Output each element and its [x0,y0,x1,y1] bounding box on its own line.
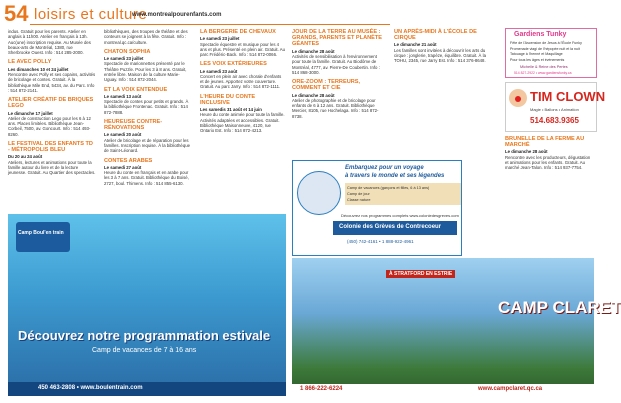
ad-subhead: Camp de vacances de 7 à 16 ans [92,347,197,354]
ad-phone: 514.683.9365 [530,116,579,125]
article-text: Spectacle de contes pour petits et grands. À la bibliothèque Frontenac. Gratuit. Info : 514 872-7888. [104,99,189,115]
page-header [0,0,600,26]
article-title: JOUR DE LA TERRE AU MUSÉE : GRANDS, PARENTS ET PLANÈTE GÉANTES [292,29,383,48]
article-block [505,136,593,171]
article-block [104,29,192,45]
section-title: loisirs et culture [34,6,148,23]
article-title: L'HEURE DU CONTE INCLUSIVE [200,93,256,106]
article-text: Spectacle de marionnettes présenté par le Théâtre Puzzle. Pour les 3 à 8 ans. Gratuit, entrée libre. Maison de la culture Marie-Uguay. Info : 514 872-2044. [104,61,187,83]
ad-item: Pour tous les âges et événements [510,57,565,62]
article-column-3 [200,29,286,235]
article-block [394,29,498,64]
ad-item: Classe nature [347,198,371,202]
article-block [8,97,96,137]
ad-headline: Découvrez notre programmation estivale [18,328,271,343]
article-date: Le samedi 23 août [200,68,238,74]
article-date: Le samedi 23 juillet [104,56,144,62]
article-block [104,119,192,154]
ad-subtitle: À STRATFORD EN ESTRIE [386,270,455,278]
ad-tagline: Magie • Ballons • Animation [530,107,579,112]
ad-phone: 1 866-222-6224 [300,386,343,392]
ad-logo [297,171,341,215]
article-date: Du 20 au 24 août [8,154,43,160]
article-date: Le dimanche 28 août [292,48,335,54]
article-block [104,158,192,186]
ad-title: Gardiens Tunky [514,31,567,38]
article-title: LES VOIX EXTÉRIEURES [200,61,267,68]
article-text: Ateliers, lectures et animations pour toute la famille autour du livre et de la lecture jeunesse. Gratuit. Au Quartier des spectacles. [8,159,96,176]
ad-site: www.campclaret.qc.ca [478,386,543,392]
article-column-4 [292,29,384,179]
site-url: www.montrealpourenfants.com [132,12,222,18]
article-text: bibliothèques, des troupes de théâtre et des conteurs se joignent à la fête. Gratuit. Info : montreal.qc.ca/culture. [104,29,188,45]
article-title: HEUREUSE CONTRE-RÉNOVATIONS [104,118,163,132]
ad-headline: Embarquez pour un voyage [345,165,424,171]
article-title: ET LA VOIX ENTENDUE [104,86,168,93]
clown-icon [509,89,527,107]
article-title: LA BERGERIE DE CHEVAUX [200,29,276,35]
article-title: UN APRÈS-MIDI À L'ÉCOLE DE CIRQUE [394,29,477,42]
clown-nose-icon [515,96,521,102]
article-date: Le dimanche 28 août [505,149,548,155]
article-title: ORE-ZOOM : TERREURS, COMMENT ET CIE [292,79,361,92]
header-rule [30,24,390,25]
article-text: Activités de sensibilisation à l'environnement pour toute la famille. Gratuit. Au Biodôme de Montréal, 4777, av. Pierre-De Coubertin. Info : 514 868-3000. [292,53,380,75]
article-block [292,29,384,75]
article-column-2 [104,29,192,235]
article-column-5-top [394,29,498,109]
ad-phone: 514 827-2922 • www.gardiensfunky.ca [514,71,572,75]
article-text: Les familles sont invitées à découvrir les arts du cirque : jonglerie, trapèze, équilibre. Gratuit. À la TOHU, 2345, rue Jarry Est. Info : 514 376-8648. [394,47,486,64]
ad-phone: 450 463-2808 • www.boulentrain.com [38,385,143,391]
article-date: Le samedi 27 août [104,164,142,170]
article-block [292,79,384,119]
article-column-5 [505,136,593,206]
ad-colonie-greves[interactable] [292,160,462,256]
article-block [104,87,192,115]
article-block [200,61,286,89]
article-title: CONTES ARABES [104,157,153,164]
article-text: indus. Gratuit pour les parents. Atelier en anglais à 11h00. Atelier en français à 13h. Auc(une) inscription requise. Au Musée des beaux-arts de Montréal, 1380, rue Sherbrooke Ouest. Info : 514 285-2000. [8,29,91,56]
ad-brand: CAMP CLARET [498,298,621,317]
ad-bullets [345,183,461,205]
article-title: CHATON SOPHIA [104,48,151,55]
article-date: Le samedi 20 août [104,132,142,138]
article-date: Les dimanches 10 et 24 juillet [8,66,69,72]
article-text: Atelier de bricolage et de réparation pour les familles. Inscription requise. À la bibliothèque de Saint-Léonard. [104,137,190,154]
article-block [104,49,192,83]
article-text: Rencontre avec Polly et ses copains, activités de bricolage et contes. Gratuit. À la bibliothèque Mile End, 5434, av. du Parc. Info : 514 872-2141. [8,71,96,93]
ad-tim-clown[interactable] [505,82,606,132]
ad-subheadline: à travers le monde et ses légendes [345,173,445,179]
article-column-1 [8,29,96,235]
article-block [8,59,96,93]
ad-item: Tatouage à l'henné et Maquillage [510,52,563,56]
ad-items [510,41,594,63]
ad-site: Découvrez nos programmes complets www.coloniedesgreves.com [341,213,459,218]
ad-boulentrain[interactable] [8,214,286,396]
ad-item: Camp de vacances (garçons et filles, 6 à 13 ans) [347,186,430,190]
ad-brand: TIM CLOWN [530,89,606,104]
article-title: LE FESTIVAL DES ENFANTS TD - MÉTROPOLIS BLEU [8,141,93,154]
ad-gardiens-funky[interactable] [505,28,597,78]
ad-camp-claret[interactable] [292,258,621,396]
ad-photo-bg [292,258,594,396]
ad-item: Camp de jour [347,192,370,196]
article-title: ATELIER CRÉATIF DE BRIQUES LEGO [8,97,94,110]
article-text: Heure du conte animée pour toute la famille. Activités adaptées et accessibles. Gratuit. Bibliothèque Maisonneuve, 4120, rue Ontario Est. Info : 514 872-4213. [200,112,285,134]
article-text: Atelier de construction Lego pour les 6 à 12 ans. Places limitées. Bibliothèque Jean-Corbeil, 7500, av. Goncourt. Info : 514 493-8260. [8,115,91,137]
article-block [8,29,96,55]
page-number: 54 [4,1,29,26]
article-text: Rencontre avec les producteurs, dégustation et animations pour les enfants. Gratuit. Au marché Jean-Talon. Info : 514 937-7754. [505,154,591,171]
article-date: Le samedi 13 août [104,93,142,99]
article-text: Atelier de photographie et de bricolage pour enfants de 6 à 12 ans. Gratuit. Bibliothèque Mercier, 8105, rue Hochelaga. Info : 514 872-8738. [292,97,379,119]
ad-org: Colonie des Grèves de Contrecoeur [339,224,442,230]
article-date: Le dimanche 28 août [292,92,335,98]
ad-item: Fête de l'Ascension de Jesus à l'École Funky [510,41,582,45]
article-text: Spectacle équestre et musique pour les 4 ans et plus. Présenté en plein air. Gratuit. Au parc Frédéric-Back. Info : 514 872-0066. [200,41,286,58]
ad-brand: Camp Boul'en train [18,230,64,236]
article-title: BRUNELLE DE LA FERME AU MARCHÉ [505,136,585,149]
article-block [200,29,286,57]
ad-contact: Michelle & Reine des Pertes [520,65,568,69]
ad-item: Promenade viagi de l'hépopée nuit et la nuit [510,46,580,51]
ad-phone: (450) 742-4161 • 1 888-922-4961 [347,239,414,244]
article-date: Le samedi 23 juillet [200,36,240,42]
ad-headline-box [12,326,282,360]
article-text: Heure du conte en français et en arabe pour les 3 à 7 ans. Gratuit. Bibliothèque du Boisé, 2727, boul. Thimens. Info : 514 855-6130. [104,170,189,186]
article-block [200,94,286,134]
article-text: Concert en plein air avec chorale d'enfants et de jeunes. Apportez votre couverture. Gratuit. Au parc Jarry. Info : 514 872-1111. [200,73,282,90]
article-date: Les samedis 31 août et 14 juin [200,107,262,113]
article-title: LE AVEC POLLY [8,59,52,66]
article-block [8,141,96,176]
article-date: Le dimanche 21 août [394,42,437,48]
ad-logo [16,222,70,252]
article-date: Le dimanche 17 juillet [8,110,53,116]
